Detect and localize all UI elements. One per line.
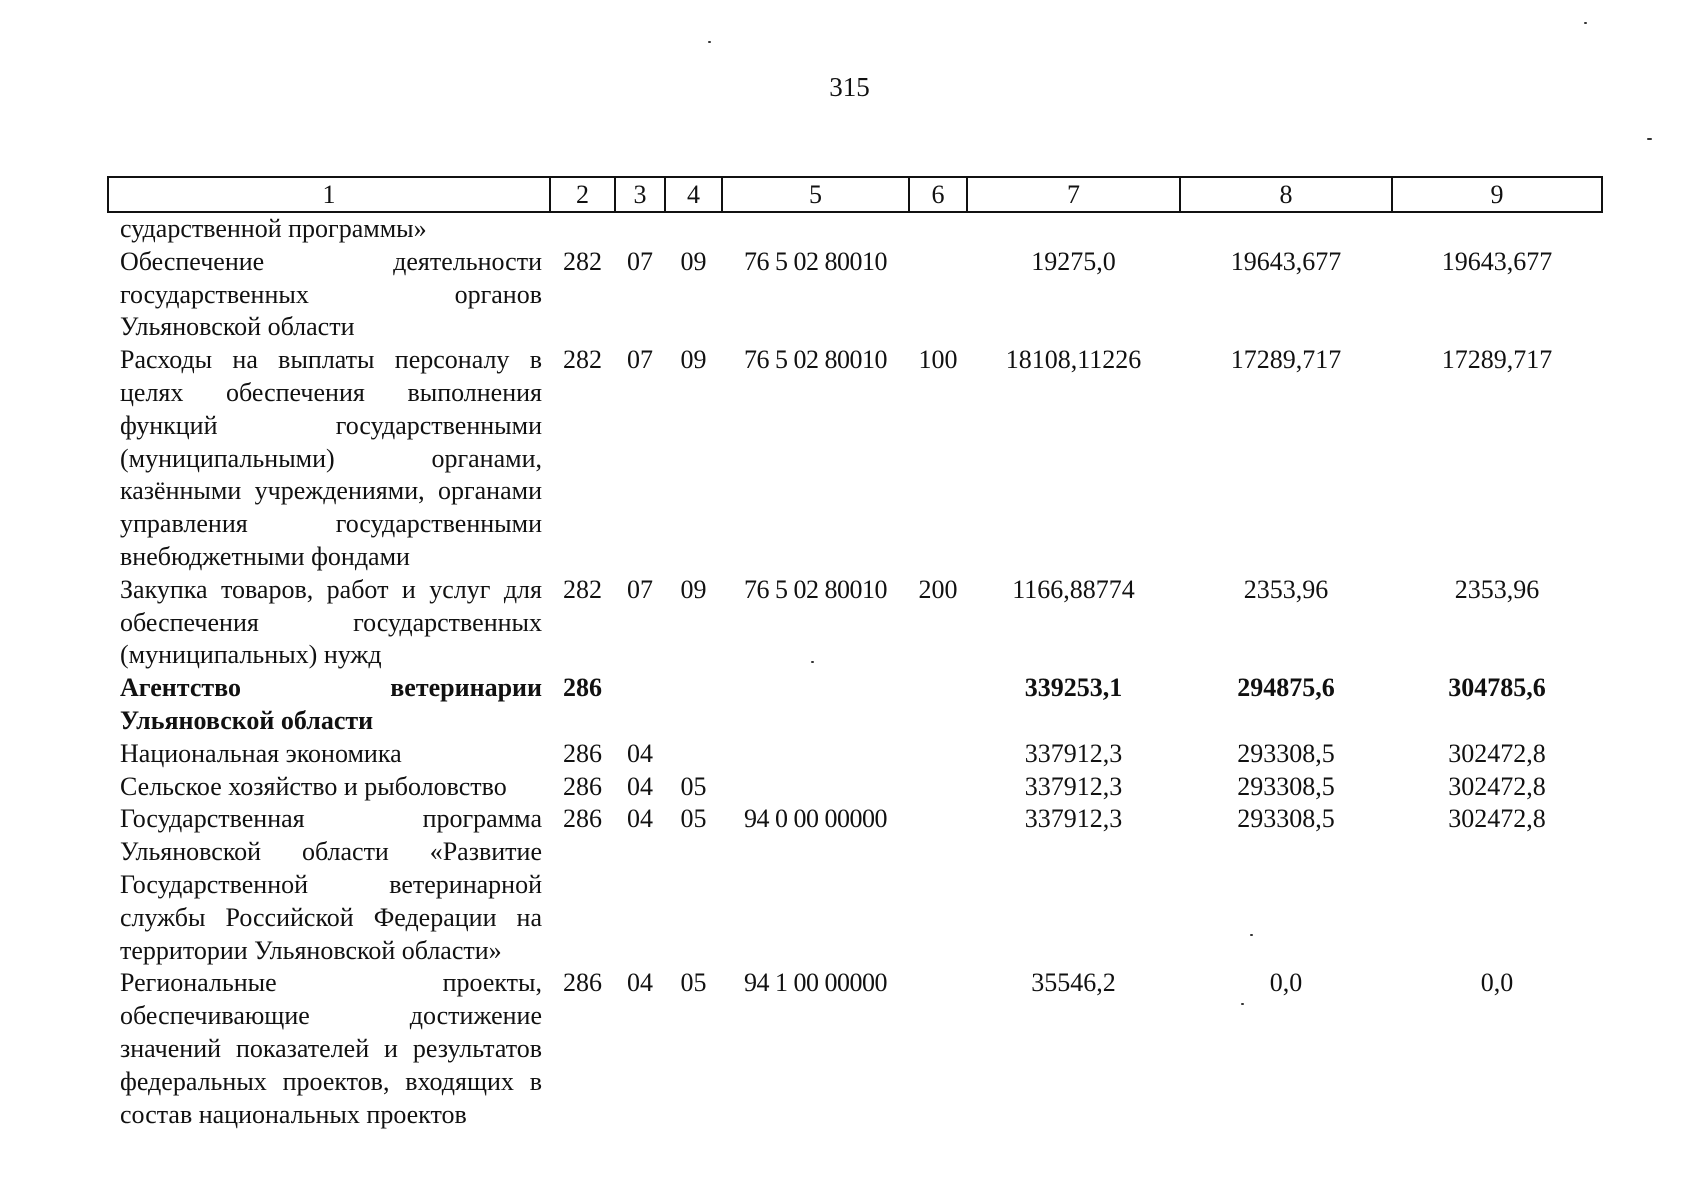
- cell-expense-type: [909, 738, 967, 771]
- cell-subsection: [665, 672, 722, 738]
- cell-amount-col9: 0,0: [1480, 968, 1514, 998]
- cell-amount-col8: 293308,5: [1237, 804, 1335, 834]
- cell-subsection: [665, 738, 722, 771]
- cell-target-article: [722, 771, 909, 804]
- cell-admin-code: 286: [563, 968, 602, 998]
- column-header: 4: [665, 177, 722, 212]
- cell-subsection: 09: [680, 574, 707, 604]
- scan-speck: [708, 41, 711, 43]
- row-description: Региональные проекты, обеспечивающие достижение значений показателей и результатов федеральных проектов, входящих в состав национальных проектов: [120, 968, 542, 1129]
- cell-amount-col9: 302472,8: [1448, 804, 1546, 834]
- cell-amount-col7: [967, 212, 1180, 246]
- cell-subsection: 05: [680, 771, 707, 801]
- cell-target-article: [722, 212, 909, 246]
- row-description: Агентство ветеринарии Ульяновской области: [120, 673, 542, 735]
- scan-speck: [1647, 138, 1652, 140]
- cell-amount-col8: 293308,5: [1237, 738, 1335, 768]
- cell-amount-col7: 339253,1: [1024, 673, 1123, 703]
- cell-amount-col9: 2353,96: [1454, 574, 1540, 604]
- cell-admin-code: 286: [563, 804, 602, 834]
- cell-admin-code: 282: [563, 246, 602, 276]
- table-body: [108, 212, 1602, 1131]
- cell-amount-col9: 302472,8: [1448, 771, 1546, 801]
- cell-amount-col7: 1166,88774: [1012, 574, 1135, 604]
- table-row: [108, 738, 1602, 771]
- page-number: 315: [829, 72, 870, 102]
- cell-section: 04: [627, 804, 653, 834]
- cell-subsection: 09: [680, 246, 707, 276]
- cell-amount-col8: 294875,6: [1237, 673, 1335, 703]
- cell-target-article: [722, 738, 909, 771]
- cell-amount-col8: 293308,5: [1237, 771, 1335, 801]
- cell-amount-col9: 302472,8: [1448, 738, 1546, 768]
- column-header: 1: [108, 177, 550, 212]
- cell-subsection: 05: [680, 968, 707, 998]
- cell-target-article: 76 5 02 80010: [744, 345, 887, 375]
- table-row: [108, 771, 1602, 804]
- column-header: 6: [909, 177, 967, 212]
- cell-amount-col8: 17289,717: [1230, 345, 1342, 375]
- cell-expense-type: [909, 803, 967, 967]
- cell-amount-col7: 337912,3: [1024, 804, 1123, 834]
- column-header: 5: [722, 177, 909, 212]
- cell-amount-col9: 304785,6: [1448, 673, 1546, 703]
- column-header: 3: [615, 177, 665, 212]
- cell-amount-col9: [1392, 212, 1602, 246]
- row-description: Закупка товаров, работ и услуг для обеспечения государственных (муниципальных) нужд: [120, 574, 542, 670]
- cell-target-article: 94 1 00 00000: [744, 968, 887, 998]
- row-description: Сельское хозяйство и рыболовство: [120, 771, 507, 801]
- budget-table: [107, 176, 1603, 1131]
- cell-amount-col9: 19643,677: [1441, 246, 1553, 276]
- cell-expense-type: [909, 212, 967, 246]
- cell-admin-code: 286: [563, 738, 602, 768]
- table-row: [108, 574, 1602, 672]
- row-description: сударственной программы»: [120, 214, 427, 243]
- table-header-row: [108, 177, 1602, 212]
- column-header: 8: [1180, 177, 1392, 212]
- table-row: [108, 672, 1602, 738]
- cell-section: 04: [627, 771, 653, 801]
- cell-subsection: 05: [680, 804, 707, 834]
- cell-target-article: [722, 672, 909, 738]
- column-header: 7: [967, 177, 1180, 212]
- cell-expense-type: 200: [918, 574, 958, 604]
- cell-section: 04: [627, 968, 653, 998]
- scan-speck: [1241, 1003, 1244, 1005]
- cell-amount-col7: 35546,2: [1031, 968, 1116, 998]
- cell-admin-code: [550, 212, 615, 246]
- cell-expense-type: [909, 771, 967, 804]
- row-description: Государственная программа Ульяновской области «Развитие Государственной ветеринарной службы Российской Федерации на территории Ульяновской области»: [120, 804, 542, 965]
- cell-admin-code: 286: [563, 771, 602, 801]
- table-row: [108, 344, 1602, 574]
- cell-admin-code: 286: [563, 673, 602, 703]
- cell-section: 07: [627, 345, 653, 375]
- cell-expense-type: [909, 967, 967, 1131]
- cell-amount-col8: 0,0: [1269, 968, 1303, 998]
- table-row: [108, 803, 1602, 967]
- column-header: 2: [550, 177, 615, 212]
- cell-amount-col7: 19275,0: [1031, 246, 1116, 276]
- cell-section: [615, 672, 665, 738]
- row-description: Обеспечение деятельности государственных органов Ульяновской области: [120, 246, 542, 342]
- cell-target-article: 94 0 00 00000: [744, 804, 887, 834]
- cell-expense-type: 100: [918, 345, 958, 375]
- cell-subsection: [665, 212, 722, 246]
- cell-admin-code: 282: [563, 574, 602, 604]
- cell-amount-col7: 337912,3: [1024, 771, 1123, 801]
- cell-amount-col8: [1180, 212, 1392, 246]
- row-description: Национальная экономика: [120, 738, 402, 768]
- cell-section: 07: [627, 574, 653, 604]
- cell-amount-col8: 19643,677: [1230, 246, 1342, 276]
- cell-expense-type: [909, 246, 967, 344]
- table-row: [108, 246, 1602, 344]
- row-description: Расходы на выплаты персоналу в целях обеспечения выполнения функций государственными (муниципальными) органами, казёнными учреждениями, органами управления государственными внебюджетными фондами: [120, 345, 542, 571]
- table-row: [108, 967, 1602, 1131]
- scan-speck: [1584, 22, 1587, 24]
- scan-speck: [1250, 934, 1253, 936]
- cell-target-article: 76 5 02 80010: [744, 246, 887, 276]
- cell-amount-col7: 337912,3: [1024, 738, 1123, 768]
- cell-section: 07: [627, 246, 653, 276]
- cell-expense-type: [909, 672, 967, 738]
- table-row: [108, 212, 1602, 246]
- cell-amount-col7: 18108,11226: [1005, 345, 1142, 375]
- cell-target-article: 76 5 02 80010: [744, 574, 887, 604]
- cell-subsection: 09: [680, 345, 707, 375]
- cell-amount-col8: 2353,96: [1243, 574, 1329, 604]
- cell-section: 04: [627, 738, 653, 768]
- cell-section: [615, 212, 665, 246]
- scan-speck: [811, 661, 814, 663]
- cell-amount-col9: 17289,717: [1441, 345, 1553, 375]
- cell-admin-code: 282: [563, 345, 602, 375]
- column-header: 9: [1392, 177, 1602, 212]
